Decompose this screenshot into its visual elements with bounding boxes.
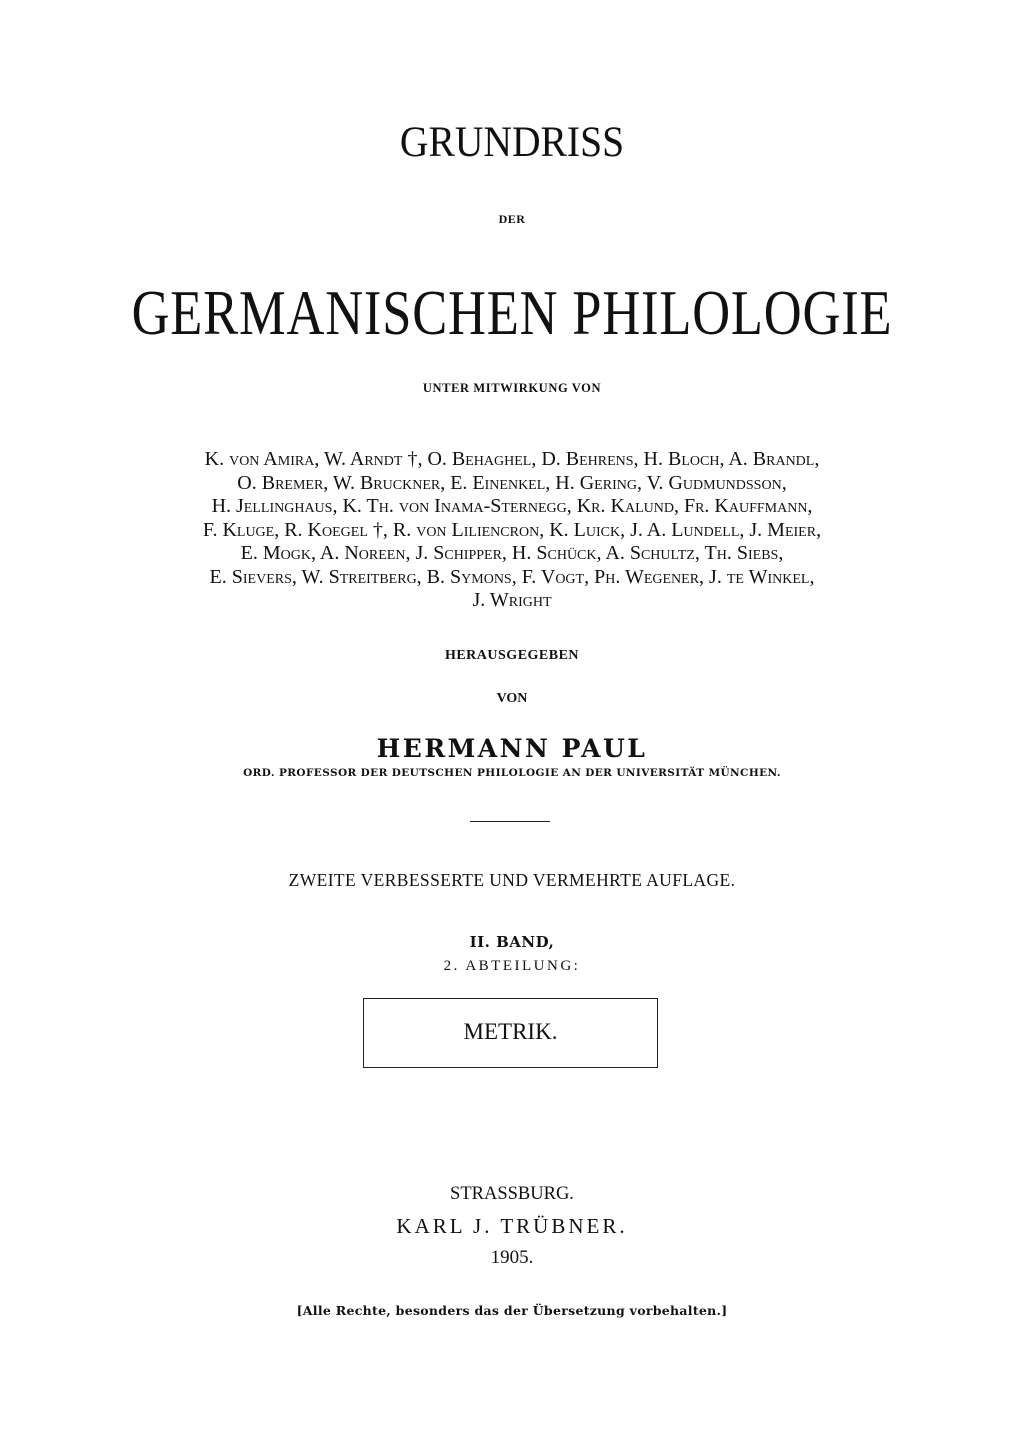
publication-place: STRASSBURG.	[450, 1184, 574, 1204]
contributors-line: J. Wright	[472, 589, 552, 611]
section-title-box	[363, 998, 658, 1068]
contributors-line: F. Kluge, R. Koegel †, R. von Liliencron, K. Luick, J. A. Lundell, J. Meier,	[202, 518, 822, 541]
title-grundriss: GRUNDRISS	[399, 119, 625, 166]
contributors-list	[0, 448, 1024, 613]
title-connector: DER	[498, 212, 526, 226]
edition-statement: ZWEITE VERBESSERTE UND VERMEHRTE AUFLAGE.	[288, 870, 736, 890]
editor-title: ORD. PROFESSOR DER DEUTSCHEN PHILOLOGIE AN DER UNIVERSITÄT MÜNCHEN.	[243, 767, 781, 779]
publication-year: 1905.	[490, 1247, 534, 1268]
collaboration-label: UNTER MITWIRKUNG VON	[422, 381, 602, 395]
editor-name: HERMANN PAUL	[376, 734, 648, 763]
contributors-line: E. Sievers, W. Streitberg, B. Symons, F. Vogt, Ph. Wegener, J. te Winkel,	[209, 565, 815, 588]
editor-by: VON	[496, 691, 528, 706]
volume-label: II. BAND,	[469, 933, 555, 951]
contributors-line: H. Jellinghaus, K. Th. von Inama-Sternegg, Kr. Kalund, Fr. Kauffmann,	[211, 495, 813, 517]
contributors-line: O. Bremer, W. Bruckner, E. Einenkel, H. Gering, V. Gudmundsson,	[237, 471, 787, 494]
section-title: METRIK.	[463, 1019, 558, 1044]
divider-rule	[470, 821, 550, 822]
contributors-line: K. von Amira, W. Arndt †, O. Behaghel, D. Behrens, H. Bloch, A. Brandl,	[204, 448, 820, 470]
contributors-line: E. Mogk, A. Noreen, J. Schipper, H. Schück, A. Schultz, Th. Siebs,	[240, 542, 784, 564]
editor-label: HERAUSGEGEBEN	[444, 648, 580, 663]
title-germanischen-philologie: GERMANISCHEN PHILOLOGIE	[131, 277, 893, 348]
publisher-name: KARL J. TRÜBNER.	[396, 1214, 628, 1238]
section-label: 2. ABTEILUNG:	[443, 958, 581, 974]
rights-notice: [Alle Rechte, besonders das der Übersetzung vorbehalten.]	[296, 1303, 728, 1318]
